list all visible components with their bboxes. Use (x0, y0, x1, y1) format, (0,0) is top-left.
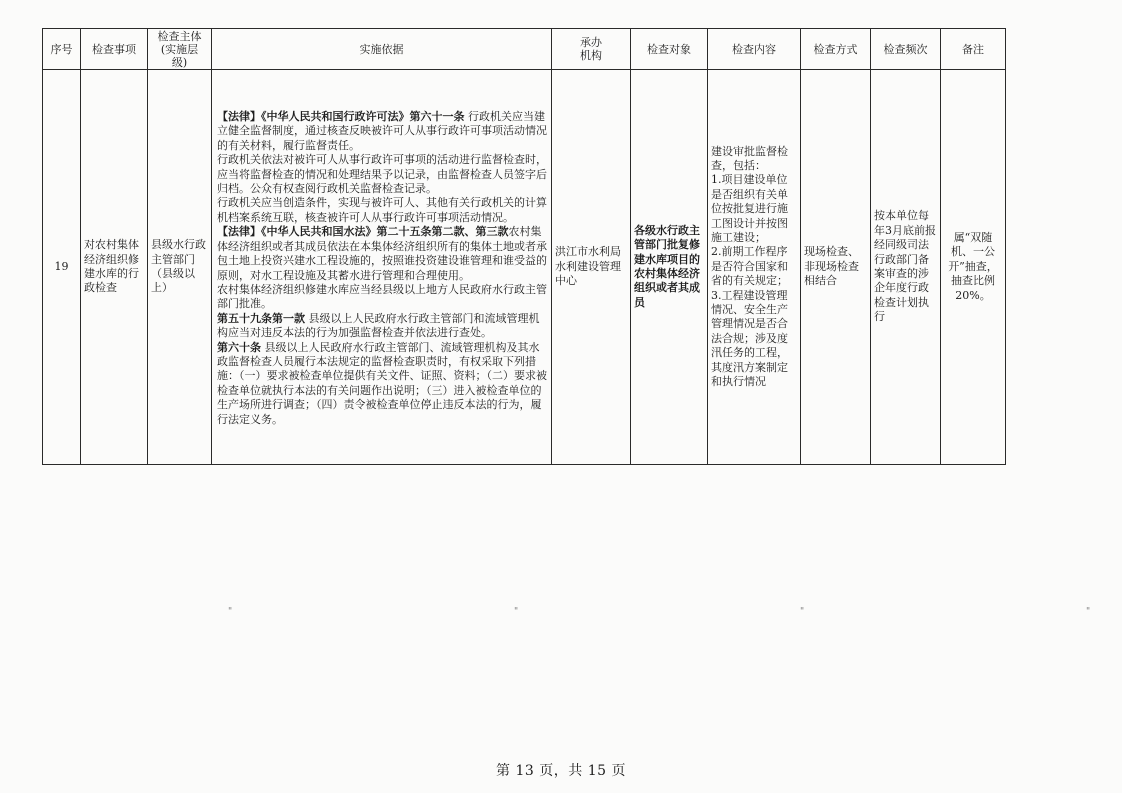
page-footer: 第 13 页，共 15 页 (496, 763, 626, 779)
header-dept-text: 承办 机构 (580, 36, 602, 62)
cell-object: 各级水行政主管部门批复修建水库项目的农村集体经济组织或者其成员 (631, 70, 708, 465)
basis-para-2: 行政机关依法对被许可人从事行政许可事项的活动进行监督检查时，应当将监督检查的情况和处理结果予以记录，由监督检查人员签字后归档。公众有权查阅行政机关监督检查记录。 (217, 153, 547, 196)
cell-content: 建设审批监督检查，包括： 1.项目建设单位是否组织有关单位按批复进行施工图设计并按图施工建设； 2.前期工作程序是否符合国家和省的有关规定； 3.工程建设管理情况、安全生产管理情况是否合法合规；涉及度汛任务的工程，其度汛方案制定和执行情况 (708, 70, 801, 465)
basis-para-5: 农村集体经济组织修建水库应当经县级以上地方人民政府水行政主管部门批准。 (217, 282, 547, 311)
cell-method: 现场检查、非现场检查相结合 (801, 70, 871, 465)
basis-article-59-title: 第五十九条第一款 (217, 311, 305, 325)
cell-basis (212, 70, 552, 465)
header-dept (552, 29, 631, 70)
scan-mark: " (514, 607, 519, 617)
header-freq: 检查频次 (871, 29, 941, 70)
header-object: 检查对象 (631, 29, 708, 70)
basis-article-60-title: 第六十条 (217, 340, 261, 354)
basis-law-2-text: 农村集体经济组织或者其成员依法在本集体经济组织所有的集体土地或者承包土地上投资兴建水工程设施的，按照谁投资建设谁管理和谁受益的原则，对水工程设施及其蓄水进行管理和合理使用。 (217, 225, 547, 282)
header-content: 检查内容 (708, 29, 801, 70)
table-row (43, 70, 1006, 465)
header-subject (148, 29, 212, 70)
cell-seq: 19 (43, 70, 81, 465)
scan-mark: " (800, 607, 805, 617)
basis-law-1-title: 【法律】《中华人民共和国行政许可法》第六十一条 (217, 110, 465, 124)
header-method: 检查方式 (801, 29, 871, 70)
scan-mark: " (228, 607, 233, 617)
inspection-table-container (42, 28, 1005, 465)
header-remark: 备注 (941, 29, 1006, 70)
scan-mark: " (1086, 607, 1091, 617)
cell-remark: 属“双随机、一公开”抽查，抽查比例20%。 (941, 70, 1006, 465)
header-subject-text: 检查主体 (实施层 级) (157, 29, 202, 69)
cell-item: 对农村集体经济组织修建水库的行政检查 (81, 70, 148, 465)
header-item: 检查事项 (81, 29, 148, 70)
header-seq: 序号 (43, 29, 81, 70)
header-basis: 实施依据 (212, 29, 552, 70)
basis-para-3: 行政机关应当创造条件，实现与被许可人、其他有关行政机关的计算机档案系统互联，核查被许可人从事行政许可事项活动情况。 (217, 196, 547, 224)
inspection-table (42, 28, 1006, 465)
basis-para-7 (217, 341, 547, 427)
cell-subject: 县级水行政主管部门（县级以上） (148, 70, 212, 465)
basis-article-59-text: 县级以上人民政府水行政主管部门和流域管理机构应当对违反本法的行为加强监督检查并依法进行查处。 (217, 311, 540, 340)
basis-para-6 (217, 312, 547, 341)
basis-para-4 (217, 225, 547, 283)
basis-law-2-title: 【法律】《中华人民共和国水法》第二十五条第二款、第三款 (217, 225, 509, 239)
header-row (43, 29, 1006, 70)
basis-law-1-text: 行政机关应当建立健全监督制度，通过核查反映被许可人从事行政许可事项活动情况的有关材料，履行监督责任。 (217, 110, 547, 152)
cell-freq: 按本单位每年3月底前报经同级司法行政部门备案审查的涉企年度行政检查计划执行 (871, 70, 941, 465)
basis-article-60-text: 县级以上人民政府水行政主管部门、流域管理机构及其水政监督检查人员履行本法规定的监督检查职责时，有权采取下列措施：（一）要求被检查单位提供有关文件、证照、资料；（二）要求被检查单位就执行本法的有关问题作出说明；（三）进入被检查单位的生产场所进行调查；（四）责令被检查单位停止违反本法的行为，履行法定义务。 (217, 340, 547, 426)
cell-dept: 洪江市水利局水利建设管理中心 (552, 70, 631, 465)
basis-para-1 (217, 110, 547, 153)
